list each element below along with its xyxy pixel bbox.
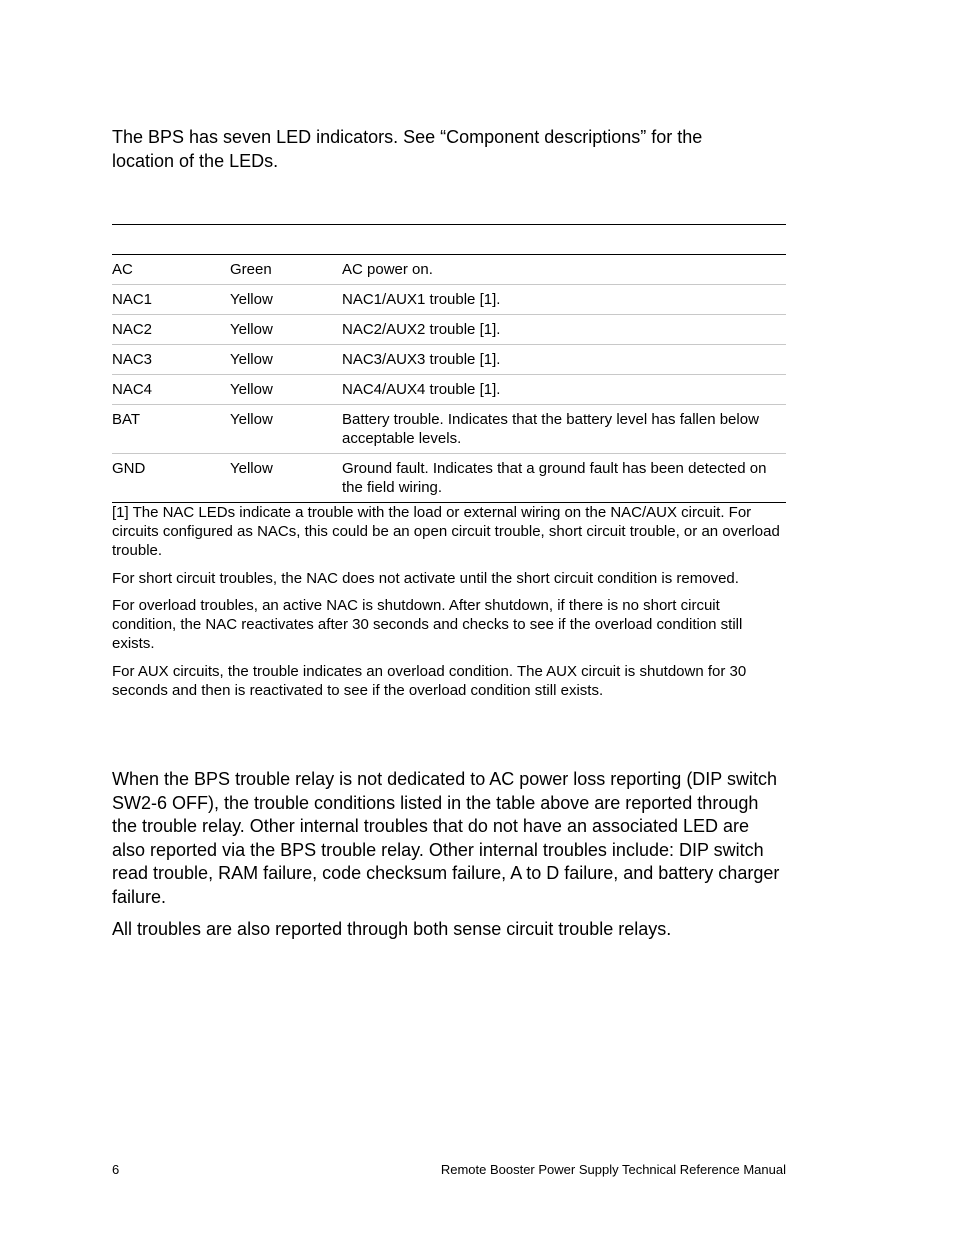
led-color-cell: Green bbox=[230, 261, 272, 278]
footnote-paragraph: For short circuit troubles, the NAC does not activate until the short circuit condition is removed. bbox=[112, 569, 739, 587]
led-color-cell: Yellow bbox=[230, 351, 273, 368]
led-color-cell: Yellow bbox=[230, 411, 273, 428]
table-row bbox=[112, 285, 786, 315]
led-description-cell: NAC4/AUX4 trouble [1]. bbox=[342, 381, 501, 398]
led-name-cell: BAT bbox=[112, 411, 141, 428]
table-row bbox=[112, 255, 786, 285]
led-description-cell: NAC1/AUX1 trouble [1]. bbox=[342, 291, 501, 308]
led-description-cell: NAC2/AUX2 trouble [1]. bbox=[342, 321, 501, 338]
body-paragraph: All troubles are also reported through both sense circuit trouble relays. bbox=[112, 919, 672, 939]
table-row bbox=[112, 375, 786, 405]
table-row bbox=[112, 315, 786, 345]
led-color-cell: Yellow bbox=[230, 291, 273, 308]
table-row bbox=[112, 454, 786, 503]
table-footnotes bbox=[112, 503, 786, 708]
led-description-cell: Battery trouble. Indicates that the battery level has fallen below acceptable levels. bbox=[342, 411, 759, 447]
led-name-cell: NAC4 bbox=[112, 381, 153, 398]
led-name-cell: AC bbox=[112, 261, 133, 278]
body-paragraph: When the BPS trouble relay is not dedicated to AC power loss reporting (DIP switch SW2-6 OFF), the trouble conditions listed in the table above are reported through the trouble relay. Other internal troubles that do not have an associated LED are also reported via the BPS trouble relay. Other internal troubles include: DIP switch read trouble, RAM failure, code checksum failure, A to D failure, and battery charger failure. bbox=[112, 769, 780, 907]
footnote-paragraph: For overload troubles, an active NAC is shutdown. After shutdown, if there is no short circuit condition, the NAC reactivates after 30 seconds and checks to see if the overload condition still exists. bbox=[112, 597, 743, 652]
footnote-paragraph: For AUX circuits, the trouble indicates an overload condition. The AUX circuit is shutdown for 30 seconds and then is reactivated to see if the overload condition still exists. bbox=[112, 662, 747, 699]
table-top-rule bbox=[112, 224, 786, 225]
manual-title: Remote Booster Power Supply Technical Reference Manual bbox=[440, 1162, 786, 1177]
led-name-cell: NAC3 bbox=[112, 351, 153, 368]
table-row bbox=[112, 345, 786, 375]
led-description-cell: Ground fault. Indicates that a ground fault has been detected on the field wiring. bbox=[342, 460, 767, 496]
table-row bbox=[112, 405, 786, 454]
footnote-paragraph: [1] The NAC LEDs indicate a trouble with the load or external wiring on the NAC/AUX circuit. For circuits configured as NACs, this could be an open circuit trouble, short circuit trouble, or an overload trouble. bbox=[112, 504, 780, 559]
body-section bbox=[112, 768, 786, 951]
led-name-cell: NAC1 bbox=[112, 291, 153, 308]
page-number: 6 bbox=[112, 1162, 120, 1177]
led-name-cell: GND bbox=[112, 460, 146, 477]
led-name-cell: NAC2 bbox=[112, 321, 153, 338]
intro-paragraph: The BPS has seven LED indicators. See “Component descriptions” for the location of the LEDs. bbox=[112, 127, 703, 171]
led-description-cell: AC power on. bbox=[342, 261, 433, 278]
led-indicator-table bbox=[112, 254, 786, 503]
led-color-cell: Yellow bbox=[230, 321, 273, 338]
led-description-cell: NAC3/AUX3 trouble [1]. bbox=[342, 351, 501, 368]
led-color-cell: Yellow bbox=[230, 460, 273, 477]
led-color-cell: Yellow bbox=[230, 381, 273, 398]
